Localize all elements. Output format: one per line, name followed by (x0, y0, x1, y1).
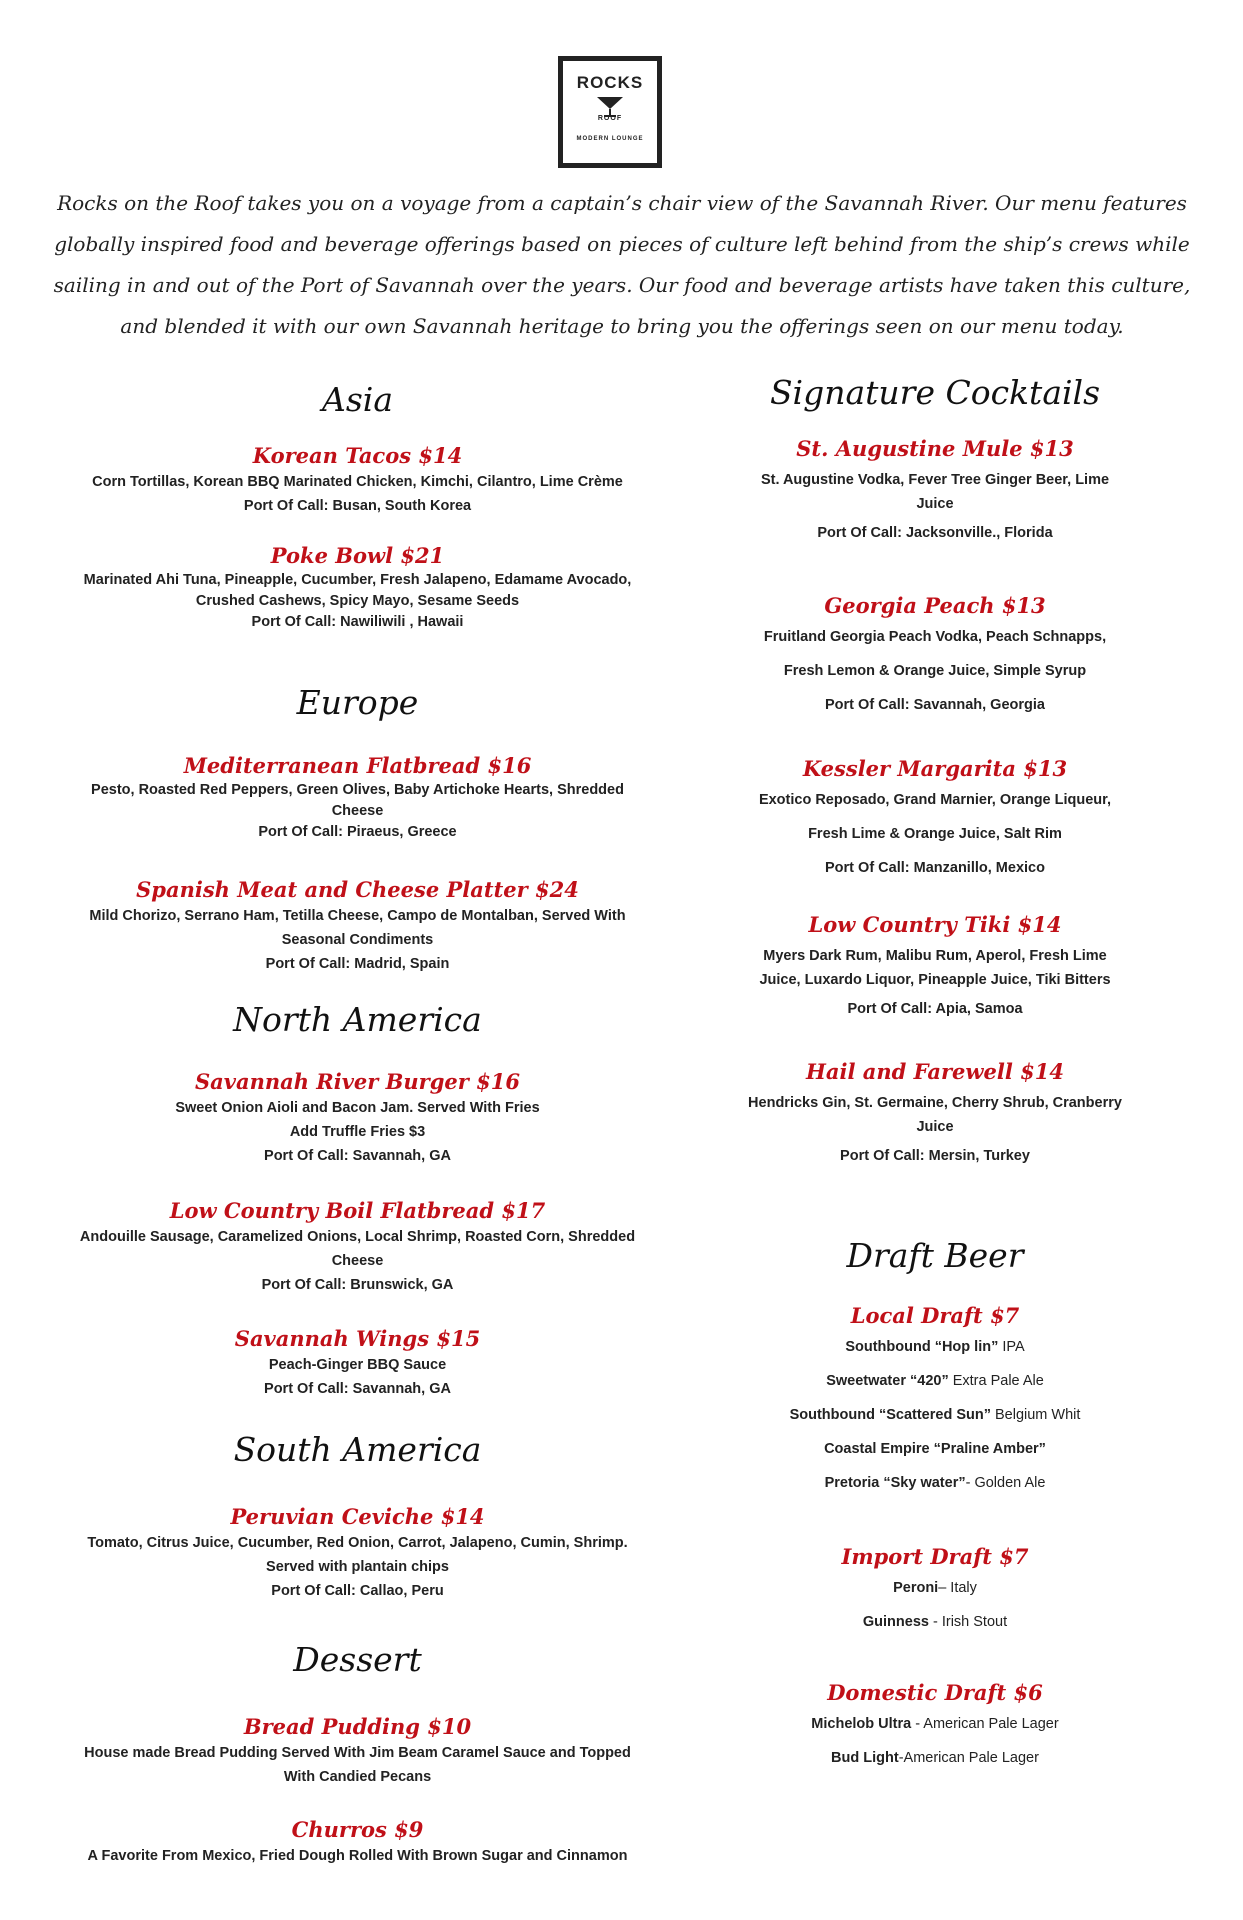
item-port: Port Of Call: Mersin, Turkey (840, 1148, 1030, 1164)
beer-brand: Southbound “Hop lin” (845, 1339, 999, 1355)
item-name: St. Augustine Mule $13 (796, 436, 1074, 461)
item-desc: Mild Chorizo, Serrano Ham, Tetilla Cheese, Campo de Montalban, Served With (89, 908, 626, 924)
item-name: Low Country Boil Flatbread $17 (169, 1198, 546, 1223)
menu-item (710, 435, 1160, 550)
section-title-cocktails: Signature Cocktails (769, 373, 1101, 412)
item-name: Bread Pudding $10 (243, 1714, 472, 1739)
item-desc: Add Truffle Fries $3 (289, 1124, 426, 1140)
item-name: Mediterranean Flatbread $16 (183, 753, 532, 778)
item-name: Kessler Margarita $13 (802, 756, 1068, 781)
item-desc: Fruitland Georgia Peach Vodka, Peach Schnapps, (763, 629, 1107, 645)
menu-item (40, 1713, 675, 1789)
item-port: Port Of Call: Manzanillo, Mexico (825, 860, 1045, 876)
item-desc: Juice (916, 1119, 954, 1135)
beer-style: Belgium Whit (990, 1407, 1081, 1423)
item-name: Georgia Peach $13 (824, 593, 1046, 618)
beer-group-local (710, 1302, 1160, 1500)
item-desc: A Favorite From Mexico, Fried Dough Rolled With Brown Sugar and Cinnamon (87, 1848, 628, 1864)
item-port: Port Of Call: Madrid, Spain (265, 956, 450, 972)
item-desc: Peach-Ginger BBQ Sauce (268, 1357, 447, 1373)
beer-group-name: Domestic Draft $6 (827, 1680, 1043, 1705)
beer-style: -American Pale Lager (898, 1750, 1039, 1766)
beer-style: Extra Pale Ale (948, 1373, 1044, 1389)
item-desc: Juice (916, 496, 954, 512)
intro-paragraph: Rocks on the Roof takes you on a voyage from a captain’s chair view of the Savannah River. Our menu features globally inspired food and beverage offerings based on pieces of culture left behind from the ship’s crews while sailing in and out of the Port of Savannah over the years. Our food and beverage artists have taken this culture, and blended it with our own Savannah heritage to bring you the offerings seen on our menu today. (53, 191, 1191, 338)
item-desc: Fresh Lemon & Orange Juice, Simple Syrup (783, 663, 1087, 679)
item-name: Korean Tacos $14 (252, 443, 463, 468)
item-port: Port Of Call: Piraeus, Greece (258, 824, 457, 840)
menu-item (40, 1503, 675, 1603)
beer-row (710, 1432, 1160, 1466)
menu-item (40, 1816, 675, 1868)
beer-group-domestic (710, 1679, 1160, 1775)
item-name: Savannah River Burger $16 (194, 1069, 520, 1094)
item-desc: Juice, Luxardo Liquor, Pineapple Juice, Tiki Bitters (759, 972, 1111, 988)
beer-brand: Sweetwater “420” (826, 1373, 949, 1389)
item-desc: Cheese (331, 1253, 384, 1269)
item-desc: With Candied Pecans (283, 1769, 432, 1785)
beer-brand: Southbound “Scattered Sun” (789, 1407, 991, 1423)
region-title-dessert: Dessert (293, 1640, 422, 1679)
menu-item (40, 1068, 675, 1168)
menu-item (710, 1058, 1160, 1173)
beer-row (710, 1466, 1160, 1500)
item-port: Port Of Call: Savannah, GA (264, 1148, 451, 1164)
beer-brand: Bud Light (831, 1750, 899, 1766)
beer-row (710, 1741, 1160, 1775)
item-name: Poke Bowl $21 (270, 543, 445, 568)
item-port: Port Of Call: Savannah, GA (264, 1381, 451, 1397)
beer-row (710, 1571, 1160, 1605)
beer-row (710, 1605, 1160, 1639)
item-desc: Crushed Cashews, Spicy Mayo, Sesame Seeds (195, 593, 520, 609)
menu-item (40, 1197, 675, 1297)
region-title-south-america: South America (233, 1430, 482, 1469)
item-port: Port Of Call: Nawiliwili , Hawaii (251, 614, 464, 630)
beer-style: - Irish Stout (928, 1614, 1008, 1630)
logo-sub-roof: ROOF (597, 115, 623, 122)
beer-row (710, 1364, 1160, 1398)
beer-brand: Pretoria “Sky water” (824, 1475, 966, 1491)
item-desc: Fresh Lime & Orange Juice, Salt Rim (808, 826, 1062, 842)
item-desc: Andouille Sausage, Caramelized Onions, Local Shrimp, Roasted Corn, Shredded (79, 1229, 636, 1245)
menu-item (710, 911, 1160, 1026)
beer-style: – Italy (938, 1580, 977, 1596)
beer-style: - American Pale Lager (911, 1716, 1059, 1732)
item-desc: Exotico Reposado, Grand Marnier, Orange Liqueur, (758, 792, 1112, 808)
menu-item (40, 752, 675, 843)
region-title-north-america: North America (233, 1000, 482, 1039)
beer-group-import (710, 1543, 1160, 1639)
item-name: Peruvian Ceviche $14 (230, 1504, 485, 1529)
item-desc: Myers Dark Rum, Malibu Rum, Aperol, Fresh Lime (763, 948, 1107, 964)
item-desc: Sweet Onion Aioli and Bacon Jam. Served With Fries (175, 1100, 540, 1116)
item-port: Port Of Call: Savannah, Georgia (825, 697, 1045, 713)
logo-sub-lounge: MODERN LOUNGE (576, 136, 644, 142)
section-title-draft-beer: Draft Beer (846, 1236, 1024, 1275)
logo-brand: ROCKS (576, 73, 644, 92)
item-name: Low Country Tiki $14 (808, 912, 1062, 937)
beer-brand: Coastal Empire “Praline Amber” (824, 1441, 1046, 1457)
item-desc: Corn Tortillas, Korean BBQ Marinated Chicken, Kimchi, Cilantro, Lime Crème (92, 474, 623, 490)
rocks-logo (558, 56, 662, 168)
item-port: Port Of Call: Busan, South Korea (243, 498, 472, 514)
item-port: Port Of Call: Jacksonville., Florida (817, 525, 1053, 541)
beer-group-name: Local Draft $7 (850, 1303, 1020, 1328)
item-desc: St. Augustine Vodka, Fever Tree Ginger Beer, Lime (760, 472, 1110, 488)
item-name: Spanish Meat and Cheese Platter $24 (136, 877, 579, 902)
item-desc: Seasonal Condiments (281, 932, 434, 948)
beer-brand: Michelob Ultra (811, 1716, 912, 1732)
item-name: Churros $9 (291, 1817, 424, 1842)
item-name: Hail and Farewell $14 (806, 1059, 1064, 1084)
item-name: Savannah Wings $15 (234, 1326, 481, 1351)
beer-row (710, 1707, 1160, 1741)
beer-row (710, 1330, 1160, 1364)
region-title-asia: Asia (322, 380, 393, 419)
menu-item (710, 755, 1160, 885)
beer-row (710, 1398, 1160, 1432)
item-port: Port Of Call: Brunswick, GA (261, 1277, 454, 1293)
item-desc: Cheese (331, 803, 384, 819)
item-desc: Served with plantain chips (266, 1559, 449, 1575)
item-desc: Pesto, Roasted Red Peppers, Green Olives, Baby Artichoke Hearts, Shredded (91, 782, 624, 798)
menu-item (40, 542, 675, 633)
item-desc: House made Bread Pudding Served With Jim Beam Caramel Sauce and Topped (84, 1745, 631, 1761)
item-port: Port Of Call: Callao, Peru (271, 1583, 444, 1599)
beer-group-name: Import Draft $7 (841, 1544, 1029, 1569)
menu-item (710, 592, 1160, 722)
martini-glass-icon (595, 95, 625, 117)
beer-brand: Guinness (862, 1614, 929, 1630)
item-desc: Marinated Ahi Tuna, Pineapple, Cucumber, Fresh Jalapeno, Edamame Avocado, (83, 572, 632, 588)
item-desc: Tomato, Citrus Juice, Cucumber, Red Onion, Carrot, Jalapeno, Cumin, Shrimp. (87, 1535, 628, 1551)
beer-style: IPA (998, 1339, 1025, 1355)
menu-item (40, 442, 675, 518)
item-desc: Hendricks Gin, St. Germaine, Cherry Shrub, Cranberry (748, 1095, 1122, 1111)
beer-style: - Golden Ale (965, 1475, 1046, 1491)
item-port: Port Of Call: Apia, Samoa (847, 1001, 1023, 1017)
beer-brand: Peroni (893, 1580, 939, 1596)
region-title-europe: Europe (296, 683, 419, 722)
menu-item (40, 876, 675, 976)
menu-item (40, 1325, 675, 1401)
